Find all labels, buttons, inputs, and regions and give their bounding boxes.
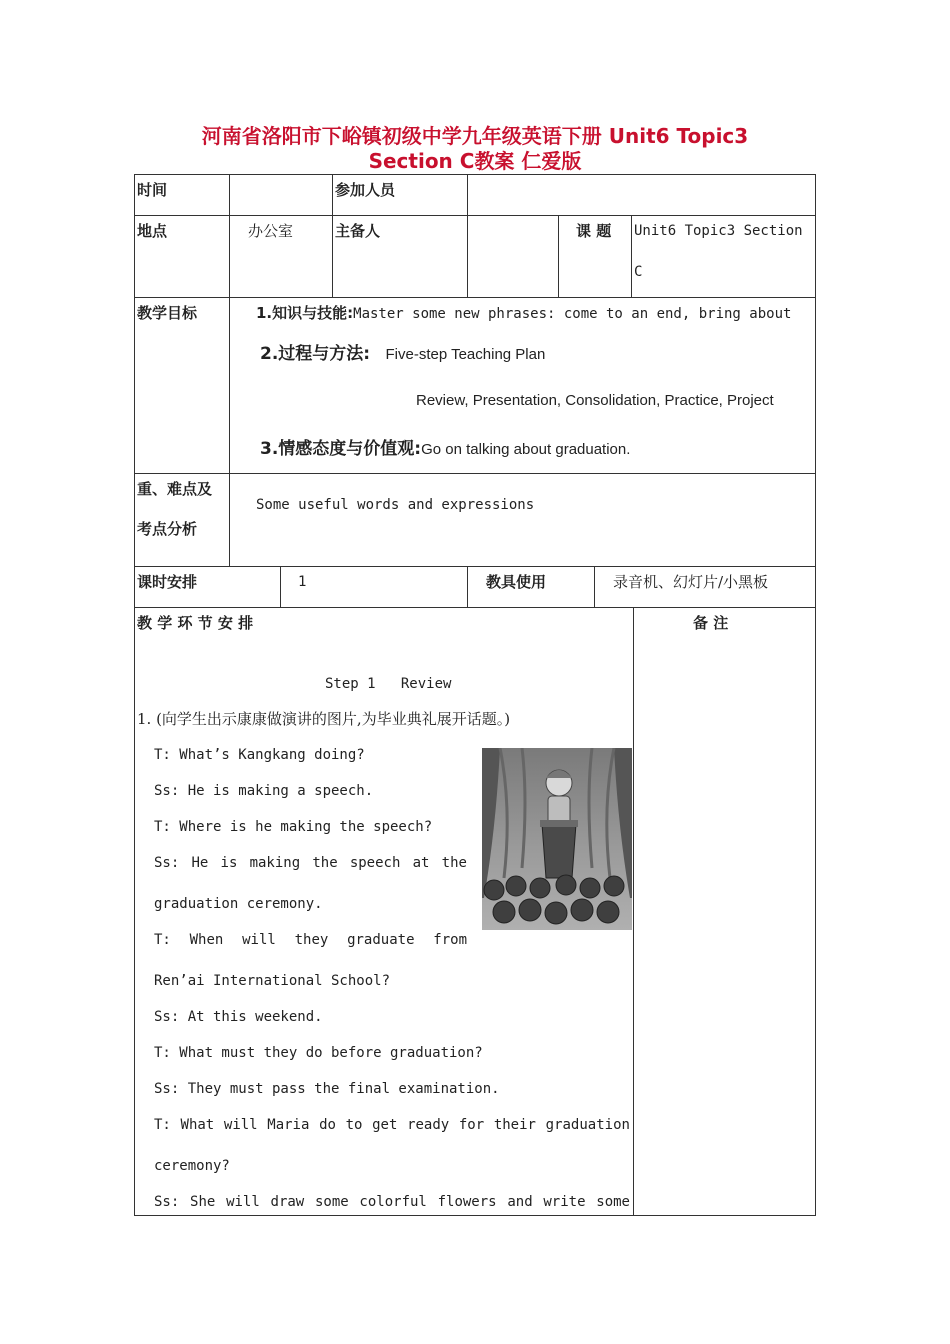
dialogue-word: do — [319, 1117, 336, 1133]
objective-3-label: 3.情感态度与价值观: — [260, 439, 422, 459]
preparer-value-cell — [467, 215, 559, 298]
dialogue-word: the — [441, 855, 467, 871]
dialogue-word: their — [493, 1117, 536, 1133]
speech-illustration — [482, 748, 632, 930]
dialogue-word: She — [190, 1194, 216, 1210]
dialogue-line-1: T: What’s Kangkang doing? — [154, 747, 365, 763]
dialogue-word: the — [312, 855, 338, 871]
dialogue-line-12: ceremony? — [154, 1158, 230, 1174]
objective-2-detail: Review, Presentation, Consolidation, Practice, Project — [416, 392, 774, 409]
dialogue-word: from — [433, 932, 467, 948]
keypoints-label-line1: 重、难点及 — [137, 480, 213, 498]
dialogue-line-11 — [154, 1115, 630, 1135]
dialogue-word: T: — [154, 932, 171, 948]
step-heading: Step 1 Review — [325, 676, 452, 692]
time-label: 时间 — [137, 181, 168, 199]
aids-label: 教具使用 — [486, 573, 547, 591]
dialogue-word: at — [412, 855, 430, 871]
dialogue-word: T: — [154, 1117, 171, 1133]
participants-label: 参加人员 — [335, 181, 396, 199]
objectives-label-cell — [134, 297, 230, 474]
notes-cell — [633, 607, 816, 1216]
dialogue-word: speech — [349, 855, 401, 871]
dialogue-word: draw — [270, 1194, 305, 1210]
dialogue-word: some — [596, 1194, 630, 1210]
objectives-label: 教学目标 — [137, 304, 198, 322]
dialogue-word: making — [249, 855, 301, 871]
dialogue-word: for — [458, 1117, 485, 1133]
keypoints-label-line2: 考点分析 — [137, 520, 198, 538]
dialogue-word: Ss: — [154, 1194, 180, 1210]
dialogue-word: some — [314, 1194, 349, 1210]
dialogue-line-2: Ss: He is making a speech. — [154, 783, 374, 799]
dialogue-word: graduate — [347, 932, 415, 948]
keypoints-text: Some useful words and expressions — [256, 497, 535, 513]
place-label: 地点 — [137, 222, 168, 240]
dialogue-word: He — [191, 855, 209, 871]
periods-value: 1 — [298, 574, 307, 590]
objective-1-text: Master some new phrases: come to an end, bring about — [353, 306, 792, 322]
dialogue-word: graduation — [545, 1117, 630, 1133]
dialogue-word: will — [242, 932, 276, 948]
dialogue-word: Ss: — [154, 855, 180, 871]
dialogue-line-10: Ss: They must pass the final examination. — [154, 1081, 500, 1097]
periods-label: 课时安排 — [137, 573, 198, 591]
dialogue-word: to — [345, 1117, 363, 1133]
dialogue-line-3: T: Where is he making the speech? — [154, 819, 433, 835]
dialogue-word: colorful — [359, 1194, 427, 1210]
dialogue-line-13 — [154, 1192, 630, 1212]
objective-3-text: Go on talking about graduation. — [421, 441, 631, 458]
objective-2-label: 2.过程与方法: — [260, 344, 371, 364]
objective-2 — [260, 343, 545, 366]
dialogue-line-7: Ren’ai International School? — [154, 973, 391, 989]
dialogue-word: and — [507, 1194, 533, 1210]
notes-label: 备 注 — [693, 614, 729, 632]
lesson-section-label: 教 学 环 节 安 排 — [137, 614, 254, 632]
dialogue-word: is — [220, 855, 238, 871]
dialogue-word: Maria — [267, 1117, 310, 1133]
topic-value-line1: Unit6 Topic3 Section — [634, 223, 803, 239]
topic-label: 课 题 — [576, 222, 612, 240]
participants-value-cell — [467, 174, 816, 216]
speech-illustration-drawing — [482, 748, 632, 930]
objective-1 — [256, 303, 791, 324]
dialogue-line-5: graduation ceremony. — [154, 896, 323, 912]
dialogue-word: will — [226, 1194, 260, 1210]
objective-3 — [260, 438, 630, 461]
dialogue-word: flowers — [437, 1194, 497, 1210]
dialogue-line-6 — [154, 930, 467, 950]
dialogue-word: What — [180, 1117, 215, 1133]
topic-value-line2: C — [634, 264, 643, 280]
aids-value: 录音机、幻灯片/小黑板 — [613, 573, 769, 591]
dialogue-word: will — [223, 1117, 258, 1133]
dialogue-word: they — [294, 932, 329, 948]
objective-2-text: Five-step Teaching Plan — [385, 346, 546, 363]
step-intro: 1. (向学生出示康康做演讲的图片,为毕业典礼展开话题。) — [137, 710, 511, 728]
document-title-line2: Section C教案 仁爱版 — [368, 149, 582, 173]
document-title-line1: 河南省洛阳市下峪镇初级中学九年级英语下册 Unit6 Topic3 — [201, 124, 749, 148]
place-value: 办公室 — [248, 222, 294, 240]
dialogue-line-4 — [154, 853, 467, 873]
time-value-cell — [229, 174, 333, 216]
dialogue-word: get — [372, 1117, 398, 1133]
dialogue-line-9: T: What must they do before graduation? — [154, 1045, 483, 1061]
objective-1-label: 1.知识与技能: — [256, 304, 354, 322]
dialogue-word: ready — [407, 1117, 450, 1133]
keypoints-content-cell — [229, 473, 816, 567]
dialogue-word: When — [189, 932, 224, 948]
dialogue-line-8: Ss: At this weekend. — [154, 1009, 323, 1025]
dialogue-word: write — [543, 1194, 586, 1210]
preparer-label: 主备人 — [335, 222, 381, 240]
periods-value-cell — [280, 566, 468, 608]
